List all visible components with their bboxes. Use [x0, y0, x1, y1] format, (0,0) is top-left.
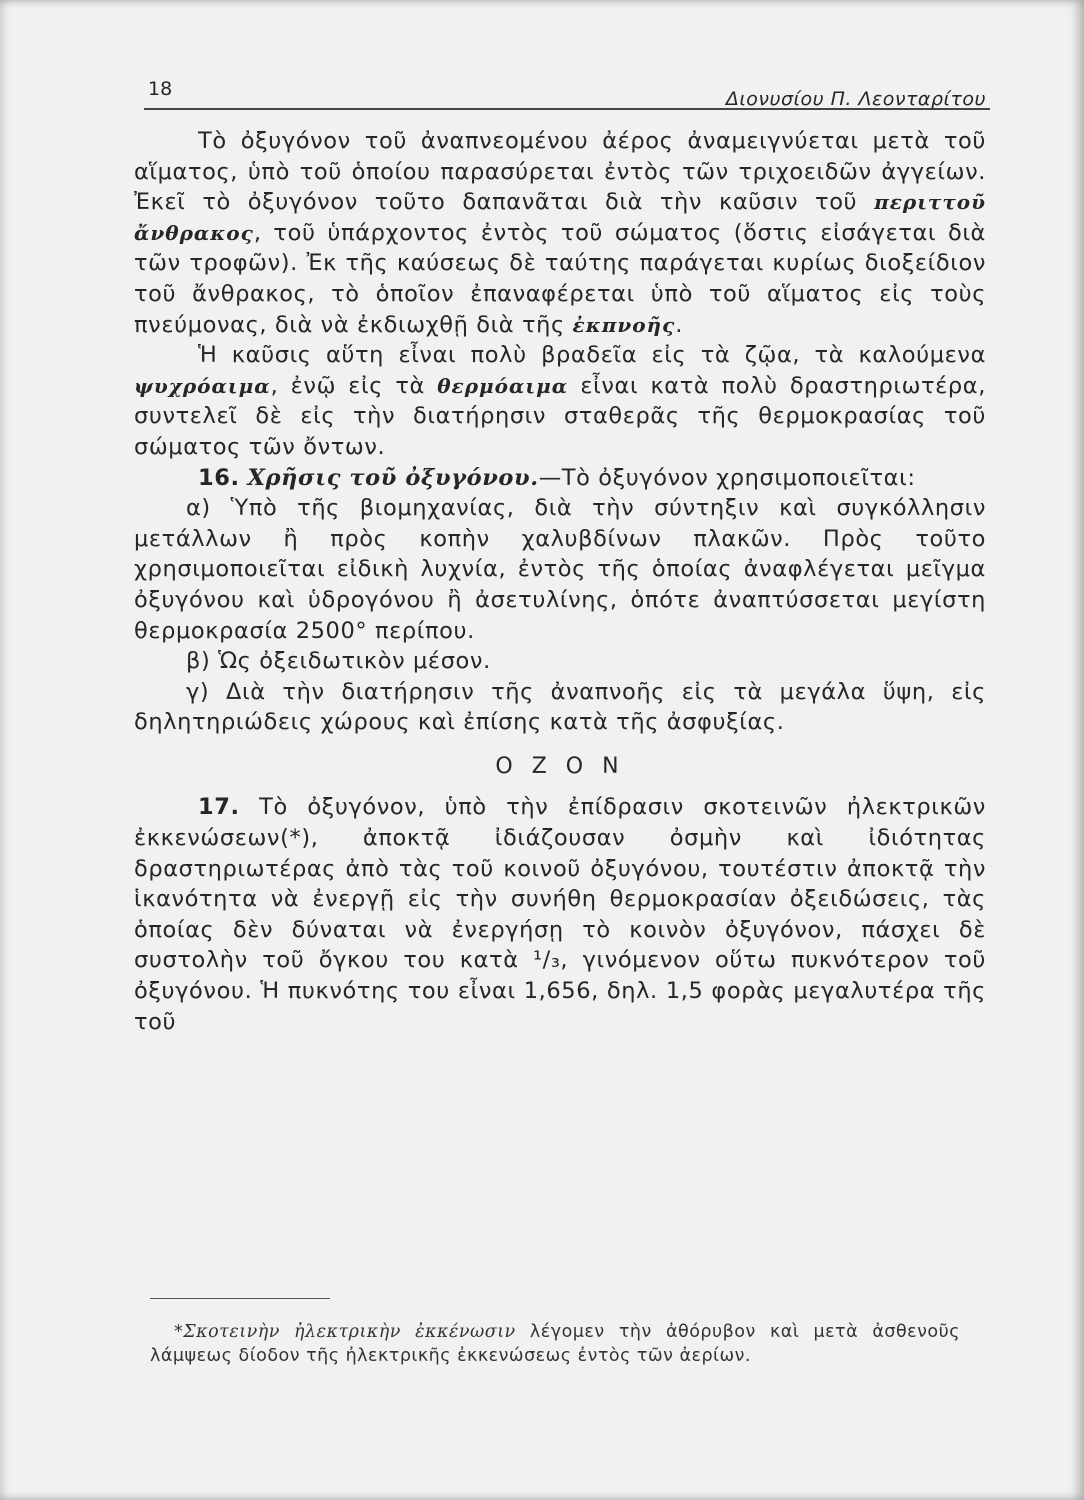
- section-number: 16.: [198, 464, 240, 491]
- text-run: .: [675, 311, 684, 338]
- body-text: [134, 126, 986, 1037]
- paragraph-combustion: [134, 340, 986, 462]
- footnote-term: Σκοτεινὴν ἠλεκτρικὴν ἐκκένωσιν: [183, 1322, 516, 1342]
- section-title-ozone: Ο Ζ Ο Ν: [495, 753, 625, 779]
- list-item-a: α) Ὑπὸ τῆς βιομηχανίας, διὰ τὴν σύντηξιν καὶ συγκόλλησιν μετάλλων ἢ πρὸς κοπὴν χαλυβδίνων πλακῶν. Πρὸς τοῦτο χρησιμοποιεῖται εἰδικὴ λυχνία, ἐντὸς τῆς ὁποίας ἀναφλέγεται μεῖγμα ὀξυγόνου καὶ ὑδρογόνου ἢ ἀσετυλίνης, ὁπότε ἀναπτύσσεται μεγίστη θερμοκρασία 2500° περίπου.: [134, 495, 986, 644]
- page-header: [144, 74, 990, 110]
- term-warm-blooded: θερμόαιμα: [437, 373, 569, 398]
- running-title: Διονυσίου Π. Λεονταρίτου: [725, 88, 986, 110]
- paragraph-oxygen-blood: [134, 126, 986, 340]
- section-heading: Χρῆσις τοῦ ὀξυγόνου.: [247, 464, 539, 491]
- list-item-b: β) Ὡς ὀξειδωτικὸν μέσον.: [186, 648, 491, 675]
- term-excess-carbon: περιττοῦ ἄνθρακος: [134, 190, 986, 245]
- footnote-body: λέγομεν τὴν ἀθόρυβον καὶ μετὰ ἀσθενοῦς λάμψεως δίοδον τῆς ἠλεκτρικῆς ἐκκενώσεως ἐντὸς τῶν ἀερίων.: [150, 1322, 961, 1366]
- footnote-divider: [150, 1298, 330, 1299]
- text-run: , τοῦ ὑπάρχοντος ἐντὸς τοῦ σώματος (ὅστις εἰσάγεται διὰ τῶν τροφῶν). Ἐκ τῆς καύσεως δὲ ταύτης παράγεται κυρίως διοξείδιον τοῦ ἄνθρακος, τὸ ὁποῖον ἐπαναφέρεται ὑπὸ τοῦ αἵματος εἰς τοὺς πνεύμονας, διὰ νὰ ἐκδιωχθῇ διὰ τῆς: [134, 219, 986, 338]
- list-item-c: γ) Διὰ τὴν διατήρησιν τῆς ἀναπνοῆς εἰς τὰ μεγάλα ὕψη, εἰς δηλητηριώδεις χώρους καὶ ἐπίσης κατὰ τῆς ἀσφυξίας.: [134, 678, 986, 736]
- page-number: 18: [148, 78, 173, 100]
- term-exhalation: ἐκπνοῆς: [572, 312, 676, 337]
- footnote-text: [150, 1320, 960, 1368]
- footnote: [150, 1320, 960, 1368]
- text-run: Ἡ καῦσις αὕτη εἶναι πολὺ βραδεῖα εἰς τὰ ζῷα, τὰ καλούμενα: [198, 342, 986, 369]
- text-run: —Τὸ ὀξυγόνον χρησιμοποιεῖται:: [538, 464, 916, 491]
- text-run: εἶναι κατὰ πολὺ δραστηριωτέρα, συντελεῖ δὲ εἰς τὴν διατήρησιν σταθερᾶς τῆς θερμοκρασίας τοῦ σώματος τῶν ὄντων.: [134, 372, 986, 460]
- text-run: , ἐνῷ εἰς τὰ: [270, 372, 438, 399]
- footnote-marker: *: [174, 1322, 184, 1342]
- text-run: Τὸ ὀξυγόνον τοῦ ἀναπνεομένου ἀέρος ἀναμειγνύεται μετὰ τοῦ αἵματος, ὑπὸ τοῦ ὁποίου παρασύρεται ἐντὸς τῶν τριχοειδῶν ἀγγείων. Ἐκεῖ τὸ ὀξυγόνον τοῦτο δαπανᾶται διὰ τὴν καῦσιν τοῦ: [134, 128, 986, 216]
- section-16: [134, 463, 986, 494]
- text-run: Τὸ ὀξυγόνον, ὑπὸ τὴν ἐπίδρασιν σκοτεινῶν ἠλεκτρικῶν ἐκκενώσεων(*), ἀποκτᾷ ἰδιάζουσαν ὀσμὴν καὶ ἰδιότητας δραστηριωτέρας ἀπὸ τὰς τοῦ κοινοῦ ὀξυγόνου, τουτέστιν ἀποκτᾷ τὴν ἱκανότητα νὰ ἐνεργῇ εἰς τὴν συνήθη θερμοκρασίαν ὀξειδώσεις, τὰς ὁποίας δὲν δύναται νὰ ἐνεργήσῃ τὸ κοινὸν ὀξυγόνον, πάσχει δὲ συστολὴν τοῦ ὄγκου του κατὰ ¹/₃, γινόμενον οὕτω πυκνότερον τοῦ ὀξυγόνου. Ἡ πυκνότης του εἶναι 1,656, δηλ. 1,5 φορὰς μεγαλυτέρα τῆς τοῦ: [134, 794, 986, 1035]
- section-number: 17.: [198, 794, 240, 821]
- term-cold-blooded: ψυχρόαιμα: [134, 373, 271, 398]
- section-17: [134, 792, 986, 1037]
